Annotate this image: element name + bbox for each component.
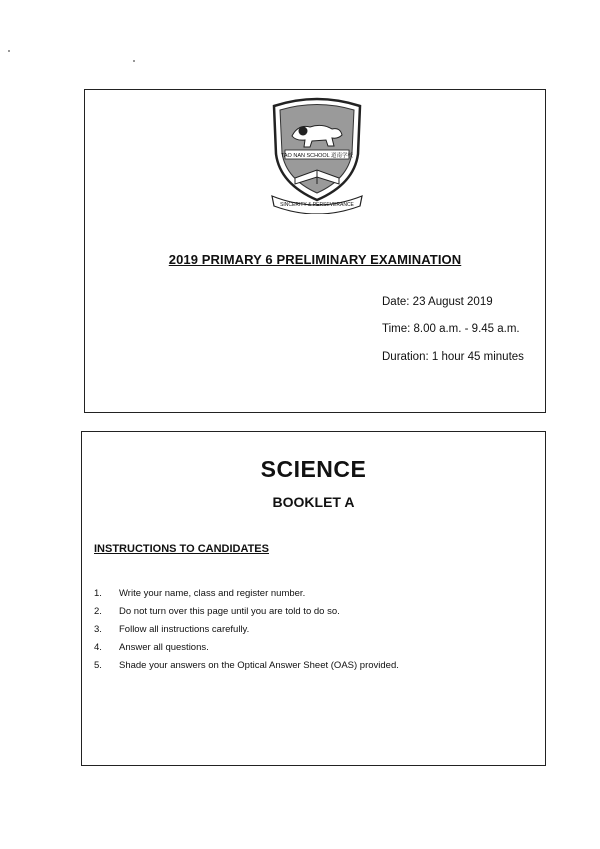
scan-speck: [133, 60, 135, 62]
instruction-text: Follow all instructions carefully.: [119, 623, 250, 635]
instruction-number: 4.: [94, 641, 102, 653]
instruction-item: [94, 584, 399, 602]
instruction-item: [94, 638, 399, 656]
scan-speck: [8, 50, 10, 52]
instruction-text: Answer all questions.: [119, 641, 209, 653]
instruction-text: Shade your answers on the Optical Answer Sheet (OAS) provided.: [119, 659, 399, 671]
instruction-text: Write your name, class and register number.: [119, 587, 306, 599]
instructions-heading: INSTRUCTIONS TO CANDIDATES: [94, 543, 269, 555]
exam-time: Time: 8.00 a.m. - 9.45 a.m.: [382, 323, 520, 335]
instruction-item: [94, 620, 399, 638]
instruction-item: [94, 602, 399, 620]
instruction-number: 1.: [94, 587, 102, 599]
exam-duration: Duration: 1 hour 45 minutes: [382, 351, 524, 363]
crest-banner-text: [281, 151, 354, 159]
exam-header-box: [84, 89, 546, 413]
booklet-label: BOOKLET A: [272, 494, 355, 510]
instruction-item: [94, 656, 399, 674]
instruction-text: Do not turn over this page until you are told to do so.: [119, 605, 340, 617]
instructions-list: [94, 584, 399, 674]
crest-motto-text: [280, 202, 354, 208]
svg-text:TAO NAN SCHOOL 道南学校: TAO NAN SCHOOL 道南学校: [280, 153, 354, 159]
exam-date: Date: 23 August 2019: [382, 296, 493, 308]
svg-text:SINCERITY & PERSEVERANCE: SINCERITY & PERSEVERANCE: [280, 202, 354, 208]
instruction-number: 2.: [94, 605, 102, 617]
exam-title: 2019 PRIMARY 6 PRELIMINARY EXAMINATION: [168, 252, 462, 267]
instruction-number: 3.: [94, 623, 102, 635]
school-crest-logo: [268, 96, 366, 214]
subject-title: SCIENCE: [260, 456, 367, 482]
instruction-number: 5.: [94, 659, 102, 671]
instructions-box: [81, 431, 546, 766]
